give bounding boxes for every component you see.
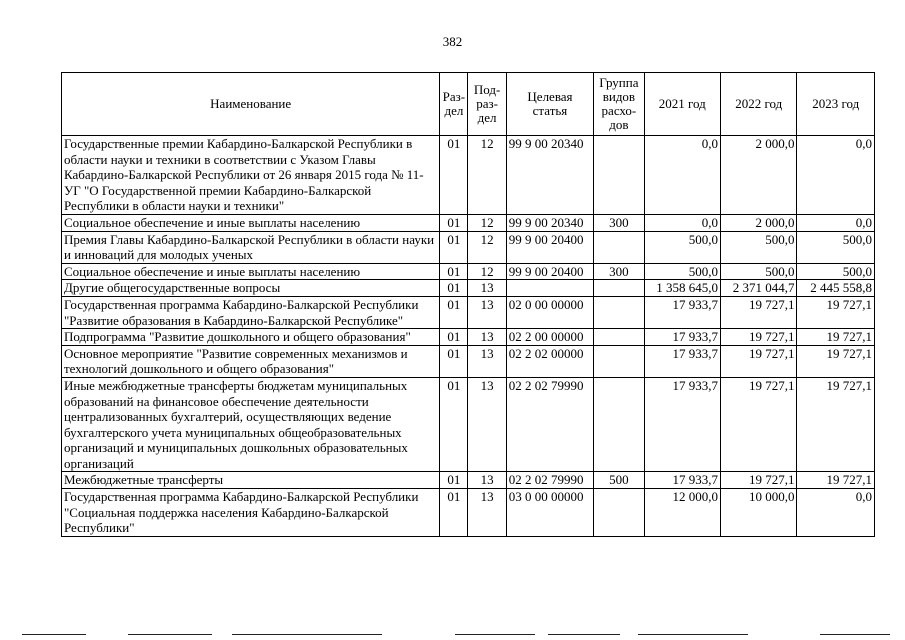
cell-y2022: 2 000,0 bbox=[721, 214, 797, 231]
cell-section: 01 bbox=[440, 472, 468, 489]
cell-target: 99 9 00 20400 bbox=[506, 231, 594, 263]
cell-name: Социальное обеспечение и иные выплаты населению bbox=[62, 263, 440, 280]
cell-name: Иные межбюджетные трансферты бюджетам муниципальных образований на финансовое обеспечение деятельности централизованных бухгалтерий, осуществляющих ведение бухгалтерского учета муниципальных общеобразовательных организаций и муниципальных дошкольных образовательных организаций bbox=[62, 377, 440, 472]
cell-subsection: 12 bbox=[468, 214, 506, 231]
table-row bbox=[62, 263, 875, 280]
cell-y2021: 0,0 bbox=[644, 136, 720, 215]
cell-y2023: 19 727,1 bbox=[797, 472, 875, 489]
cell-subsection: 13 bbox=[468, 329, 506, 346]
cell-y2021: 17 933,7 bbox=[644, 329, 720, 346]
cell-subsection: 12 bbox=[468, 136, 506, 215]
cell-target: 02 2 02 79990 bbox=[506, 377, 594, 472]
cell-y2023: 19 727,1 bbox=[797, 296, 875, 328]
cell-target: 02 2 00 00000 bbox=[506, 329, 594, 346]
cell-section: 01 bbox=[440, 377, 468, 472]
header-section: Раз- дел bbox=[440, 73, 468, 136]
cell-y2023: 19 727,1 bbox=[797, 345, 875, 377]
cell-y2022: 2 000,0 bbox=[721, 136, 797, 215]
cell-section: 01 bbox=[440, 231, 468, 263]
table-row bbox=[62, 280, 875, 297]
cell-y2023: 19 727,1 bbox=[797, 329, 875, 346]
cell-group bbox=[594, 280, 644, 297]
table-row bbox=[62, 214, 875, 231]
header-2022: 2022 год bbox=[721, 73, 797, 136]
cell-y2023: 19 727,1 bbox=[797, 377, 875, 472]
cell-group bbox=[594, 489, 644, 537]
cell-y2023: 0,0 bbox=[797, 136, 875, 215]
cell-subsection: 13 bbox=[468, 489, 506, 537]
cell-y2023: 500,0 bbox=[797, 231, 875, 263]
cell-section: 01 bbox=[440, 280, 468, 297]
cell-group: 300 bbox=[594, 214, 644, 231]
cell-y2023: 500,0 bbox=[797, 263, 875, 280]
cell-target bbox=[506, 280, 594, 297]
table-row bbox=[62, 472, 875, 489]
header-group: Группа видов расхо- дов bbox=[594, 73, 644, 136]
budget-table bbox=[61, 72, 875, 537]
cell-group bbox=[594, 377, 644, 472]
cell-name: Государственная программа Кабардино-Балкарской Республики "Социальная поддержка населения Кабардино-Балкарской Республики" bbox=[62, 489, 440, 537]
cell-target: 02 0 00 00000 bbox=[506, 296, 594, 328]
cell-target: 99 9 00 20340 bbox=[506, 136, 594, 215]
cell-subsection: 13 bbox=[468, 345, 506, 377]
cell-subsection: 12 bbox=[468, 263, 506, 280]
cell-name: Межбюджетные трансферты bbox=[62, 472, 440, 489]
cell-name: Премия Главы Кабардино-Балкарской Республики в области науки и инноваций для молодых ученых bbox=[62, 231, 440, 263]
cell-y2023: 2 445 558,8 bbox=[797, 280, 875, 297]
cell-y2022: 19 727,1 bbox=[721, 329, 797, 346]
cell-y2021: 17 933,7 bbox=[644, 377, 720, 472]
table-row bbox=[62, 231, 875, 263]
cell-name: Социальное обеспечение и иные выплаты населению bbox=[62, 214, 440, 231]
cell-group: 500 bbox=[594, 472, 644, 489]
cell-name: Государственная программа Кабардино-Балкарской Республики "Развитие образования в Кабардино-Балкарской Республике" bbox=[62, 296, 440, 328]
header-name: Наименование bbox=[62, 73, 440, 136]
cell-y2022: 10 000,0 bbox=[721, 489, 797, 537]
header-2021: 2021 год bbox=[644, 73, 720, 136]
cell-y2023: 0,0 bbox=[797, 489, 875, 537]
cell-y2021: 1 358 645,0 bbox=[644, 280, 720, 297]
table-row bbox=[62, 345, 875, 377]
cell-group: 300 bbox=[594, 263, 644, 280]
cell-y2021: 17 933,7 bbox=[644, 296, 720, 328]
table-row bbox=[62, 489, 875, 537]
cell-section: 01 bbox=[440, 296, 468, 328]
cell-group bbox=[594, 136, 644, 215]
cell-y2021: 500,0 bbox=[644, 231, 720, 263]
cell-group bbox=[594, 231, 644, 263]
cell-y2021: 0,0 bbox=[644, 214, 720, 231]
cell-target: 99 9 00 20400 bbox=[506, 263, 594, 280]
cell-y2022: 500,0 bbox=[721, 231, 797, 263]
cell-target: 03 0 00 00000 bbox=[506, 489, 594, 537]
cell-y2021: 500,0 bbox=[644, 263, 720, 280]
cell-y2022: 500,0 bbox=[721, 263, 797, 280]
cell-name: Другие общегосударственные вопросы bbox=[62, 280, 440, 297]
cell-group bbox=[594, 296, 644, 328]
header-2023: 2023 год bbox=[797, 73, 875, 136]
cell-subsection: 13 bbox=[468, 377, 506, 472]
cell-section: 01 bbox=[440, 136, 468, 215]
cell-section: 01 bbox=[440, 345, 468, 377]
table-row bbox=[62, 329, 875, 346]
cell-group bbox=[594, 329, 644, 346]
cell-y2022: 2 371 044,7 bbox=[721, 280, 797, 297]
cell-subsection: 13 bbox=[468, 472, 506, 489]
header-target: Целевая статья bbox=[506, 73, 594, 136]
table-row bbox=[62, 296, 875, 328]
cell-target: 99 9 00 20340 bbox=[506, 214, 594, 231]
cell-y2023: 0,0 bbox=[797, 214, 875, 231]
cell-target: 02 2 02 79990 bbox=[506, 472, 594, 489]
cell-subsection: 12 bbox=[468, 231, 506, 263]
cell-section: 01 bbox=[440, 214, 468, 231]
cell-section: 01 bbox=[440, 329, 468, 346]
header-subsection: Под- раз- дел bbox=[468, 73, 506, 136]
cell-name: Основное мероприятие "Развитие современных механизмов и технологий дошкольного и общего образования" bbox=[62, 345, 440, 377]
cell-y2022: 19 727,1 bbox=[721, 377, 797, 472]
table-header-row bbox=[62, 73, 875, 136]
cell-target: 02 2 02 00000 bbox=[506, 345, 594, 377]
footer-lines bbox=[0, 630, 905, 640]
cell-y2022: 19 727,1 bbox=[721, 345, 797, 377]
cell-name: Подпрограмма "Развитие дошкольного и общего образования" bbox=[62, 329, 440, 346]
cell-y2021: 17 933,7 bbox=[644, 472, 720, 489]
cell-y2022: 19 727,1 bbox=[721, 472, 797, 489]
cell-subsection: 13 bbox=[468, 280, 506, 297]
cell-group bbox=[594, 345, 644, 377]
cell-name: Государственные премии Кабардино-Балкарской Республики в области науки и техники в соответствии с Указом Главы Кабардино-Балкарской Республики от 26 января 2015 года № 11-УГ "О Государственной премии Кабардино-Балкарской Республики в области науки и техники" bbox=[62, 136, 440, 215]
cell-y2021: 17 933,7 bbox=[644, 345, 720, 377]
table-body bbox=[62, 136, 875, 537]
cell-section: 01 bbox=[440, 263, 468, 280]
page-number: 382 bbox=[442, 34, 463, 49]
table-row bbox=[62, 377, 875, 472]
table-row bbox=[62, 136, 875, 215]
cell-y2022: 19 727,1 bbox=[721, 296, 797, 328]
cell-y2021: 12 000,0 bbox=[644, 489, 720, 537]
cell-section: 01 bbox=[440, 489, 468, 537]
cell-subsection: 13 bbox=[468, 296, 506, 328]
